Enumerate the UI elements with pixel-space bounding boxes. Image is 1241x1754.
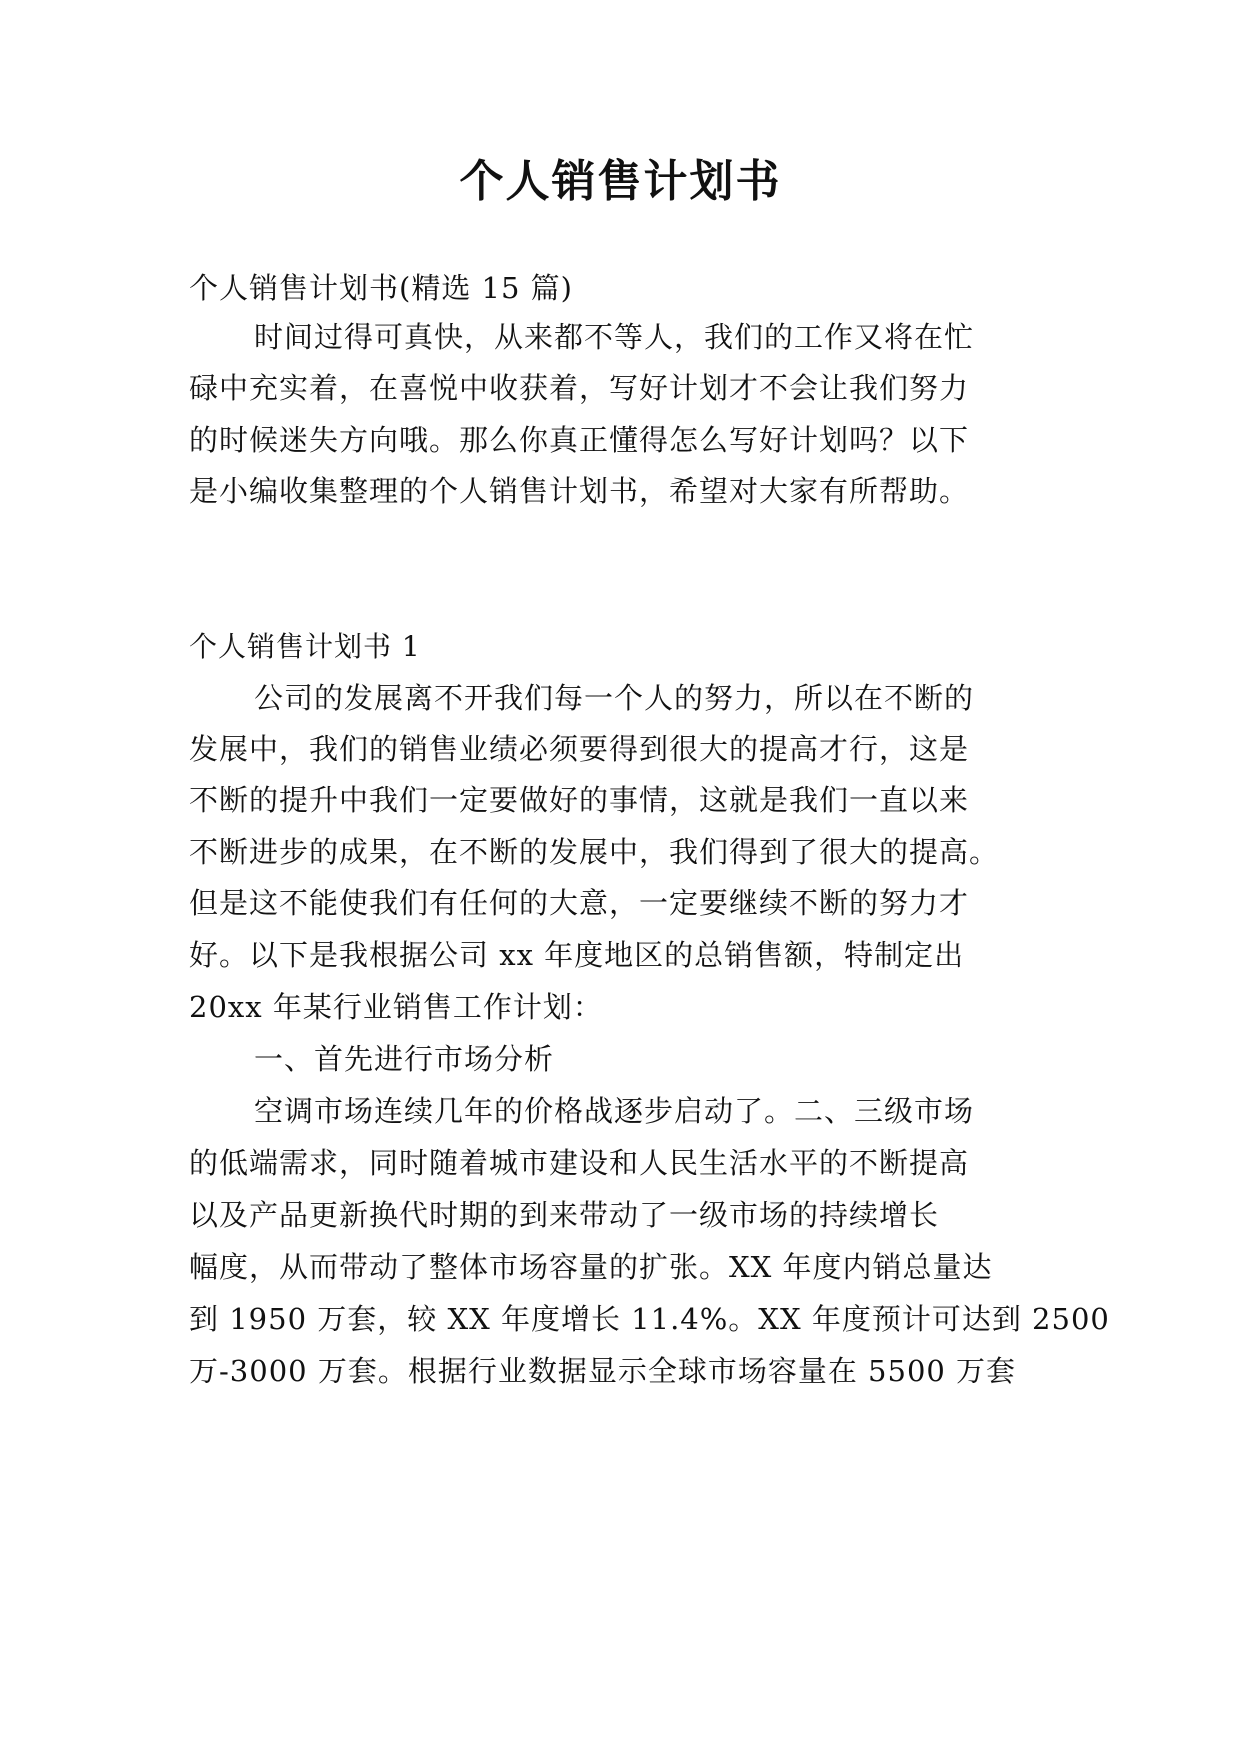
document-subtitle: 个人销售计划书(精选 15 篇) xyxy=(189,271,573,305)
paragraph-line: 幅度，从而带动了整体市场容量的扩张。XX 年度内销总量达 xyxy=(189,1250,993,1284)
paragraph-line: 20xx 年某行业销售工作计划： xyxy=(189,990,603,1024)
section-heading: 个人销售计划书 1 xyxy=(189,630,421,663)
intro-line: 是小编收集整理的个人销售计划书，希望对大家有所帮助。 xyxy=(189,474,970,508)
paragraph-line: 空调市场连续几年的价格战逐步启动了。二、三级市场 xyxy=(254,1094,975,1128)
paragraph-line: 以及产品更新换代时期的到来带动了一级市场的持续增长 xyxy=(189,1198,940,1232)
paragraph-line: 好。以下是我根据公司 xx 年度地区的总销售额，特制定出 xyxy=(189,938,965,972)
intro-line: 的时候迷失方向哦。那么你真正懂得怎么写好计划吗？以下 xyxy=(189,423,970,457)
intro-line: 碌中充实着，在喜悦中收获着，写好计划才不会让我们努力 xyxy=(189,371,970,405)
paragraph-line: 万-3000 万套。根据行业数据显示全球市场容量在 5500 万套 xyxy=(189,1354,1017,1388)
paragraph-line: 不断的提升中我们一定要做好的事情，这就是我们一直以来 xyxy=(189,783,970,817)
paragraph-line: 公司的发展离不开我们每一个人的努力，所以在不断的 xyxy=(254,681,975,715)
paragraph-line: 的低端需求，同时随着城市建设和人民生活水平的不断提高 xyxy=(189,1146,970,1180)
paragraph-line: 但是这不能使我们有任何的大意，一定要继续不断的努力才 xyxy=(189,886,970,920)
paragraph-line: 发展中，我们的销售业绩必须要得到很大的提高才行，这是 xyxy=(189,732,970,766)
document-title: 个人销售计划书 xyxy=(459,156,782,207)
intro-line: 时间过得可真快，从来都不等人，我们的工作又将在忙 xyxy=(254,320,975,354)
paragraph-line: 到 1950 万套，较 XX 年度增长 11.4%。XX 年度预计可达到 2500 xyxy=(189,1302,1110,1336)
section-subheading: 一、首先进行市场分析 xyxy=(254,1042,555,1076)
paragraph-line: 不断进步的成果，在不断的发展中，我们得到了很大的提高。 xyxy=(189,835,1000,869)
